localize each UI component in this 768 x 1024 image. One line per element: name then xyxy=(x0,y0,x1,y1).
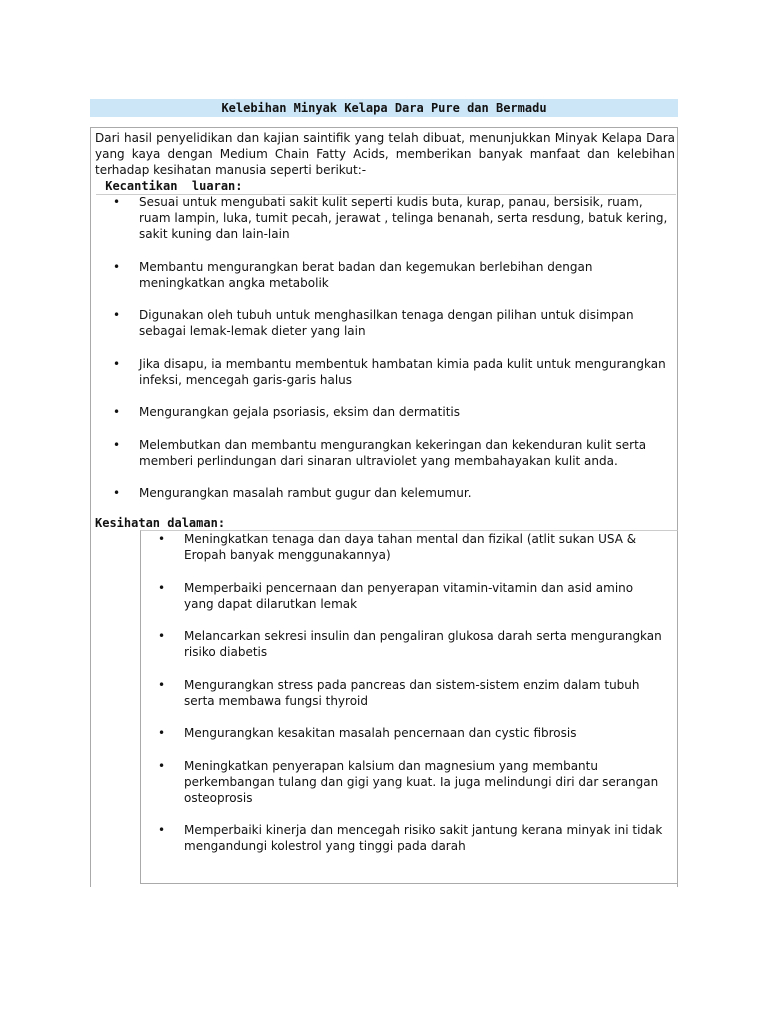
bullet-icon: • xyxy=(158,580,166,595)
page-title: Kelebihan Minyak Kelapa Dara Pure dan Bermadu xyxy=(90,99,678,117)
list-item-text: Mengurangkan gejala psoriasis, eksim dan dermatitis xyxy=(139,405,460,419)
bullet-icon: • xyxy=(158,677,166,692)
list-item xyxy=(158,822,666,854)
list-item xyxy=(158,758,666,806)
list-item-text: Memperbaiki pencernaan dan penyerapan vitamin-vitamin dan asid amino yang dapat dilarutkan lemak xyxy=(184,580,634,611)
list-item-text: Meningkatkan tenaga dan daya tahan mental dan fizikal (atlit sukan USA & Eropah banyak menggunakannya) xyxy=(184,532,637,562)
list-item xyxy=(158,677,666,709)
section-heading-kecantikan: Kecantikan luaran: xyxy=(98,179,243,193)
bullet-icon: • xyxy=(158,823,166,837)
list-item xyxy=(158,580,666,612)
list-item xyxy=(113,307,678,339)
bullet-icon: • xyxy=(113,437,121,452)
list-item xyxy=(113,485,678,501)
list-item-text: Memperbaiki kinerja dan mencegah risiko sakit jantung kerana minyak ini tidak mengandungi kolestrol yang tinggi pada darah xyxy=(184,823,663,853)
bullet-icon: • xyxy=(113,405,121,419)
section-heading-kesihatan: Kesihatan dalaman: xyxy=(95,516,226,530)
list-item-text: Melancarkan sekresi insulin dan pengaliran glukosa darah serta mengurangkan risiko diabetis xyxy=(184,629,662,659)
list-item-text: Melembutkan dan membantu mengurangkan kekeringan dan kekenduran kulit serta memberi perlindungan dari sinaran ultraviolet yang membahayakan kulit anda. xyxy=(139,437,647,468)
list-item xyxy=(113,194,678,242)
list-item xyxy=(158,531,666,563)
intro-paragraph: Dari hasil penyelidikan dan kajian saintifik yang telah dibuat, menunjukkan Minyak Kelapa Dara yang kaya dengan Medium Chain Fatty Acids, memberikan banyak manfaat dan kelebihan terhadap kesihatan manusia seperti berikut:- xyxy=(95,131,675,177)
list-item xyxy=(113,259,678,291)
list-item xyxy=(158,628,666,660)
bullet-icon: • xyxy=(113,308,121,322)
list-item xyxy=(113,437,678,469)
list-item-text: Membantu mengurangkan berat badan dan kegemukan berlebihan dengan meningkatkan angka metabolik xyxy=(139,259,593,290)
bullet-icon: • xyxy=(158,629,166,643)
bullet-icon: • xyxy=(113,259,121,274)
list-item-text: Mengurangkan stress pada pancreas dan sistem-sistem enzim dalam tubuh serta membawa fungsi thyroid xyxy=(184,677,640,708)
list-item-text: Digunakan oleh tubuh untuk menghasilkan tenaga dengan pilihan untuk disimpan sebagai lemak-lemak dieter yang lain xyxy=(139,308,634,338)
list-item-text: Meningkatkan penyerapan kalsium dan magnesium yang membantu perkembangan tulang dan gigi yang kuat. Ia juga melindungi diri dar serangan osteoprosis xyxy=(184,758,659,805)
benefit-list-kecantikan xyxy=(113,194,678,518)
bullet-icon: • xyxy=(158,726,166,740)
bullet-icon: • xyxy=(113,356,121,371)
list-item xyxy=(113,404,678,420)
bullet-icon: • xyxy=(113,486,121,500)
list-item-text: Mengurangkan masalah rambut gugur dan kelemumur. xyxy=(139,486,472,500)
bullet-icon: • xyxy=(158,532,166,546)
list-item-text: Jika disapu, ia membantu membentuk hambatan kimia pada kulit untuk mengurangkan infeksi, mencegah garis-garis halus xyxy=(139,356,666,387)
list-item-text: Mengurangkan kesakitan masalah pencernaan dan cystic fibrosis xyxy=(184,726,577,740)
bullet-icon: • xyxy=(158,758,166,773)
benefit-list-kesihatan xyxy=(158,531,666,871)
list-item-text: Sesuai untuk mengubati sakit kulit seperti kudis buta, kurap, panau, bersisik, ruam, ruam lampin, luka, tumit pecah, jerawat , telinga benanah, serta resdung, batuk kering, sakit kuning dan lain-lain xyxy=(139,195,668,241)
list-item xyxy=(158,725,666,741)
list-item xyxy=(113,356,678,388)
bullet-icon: • xyxy=(113,195,121,209)
